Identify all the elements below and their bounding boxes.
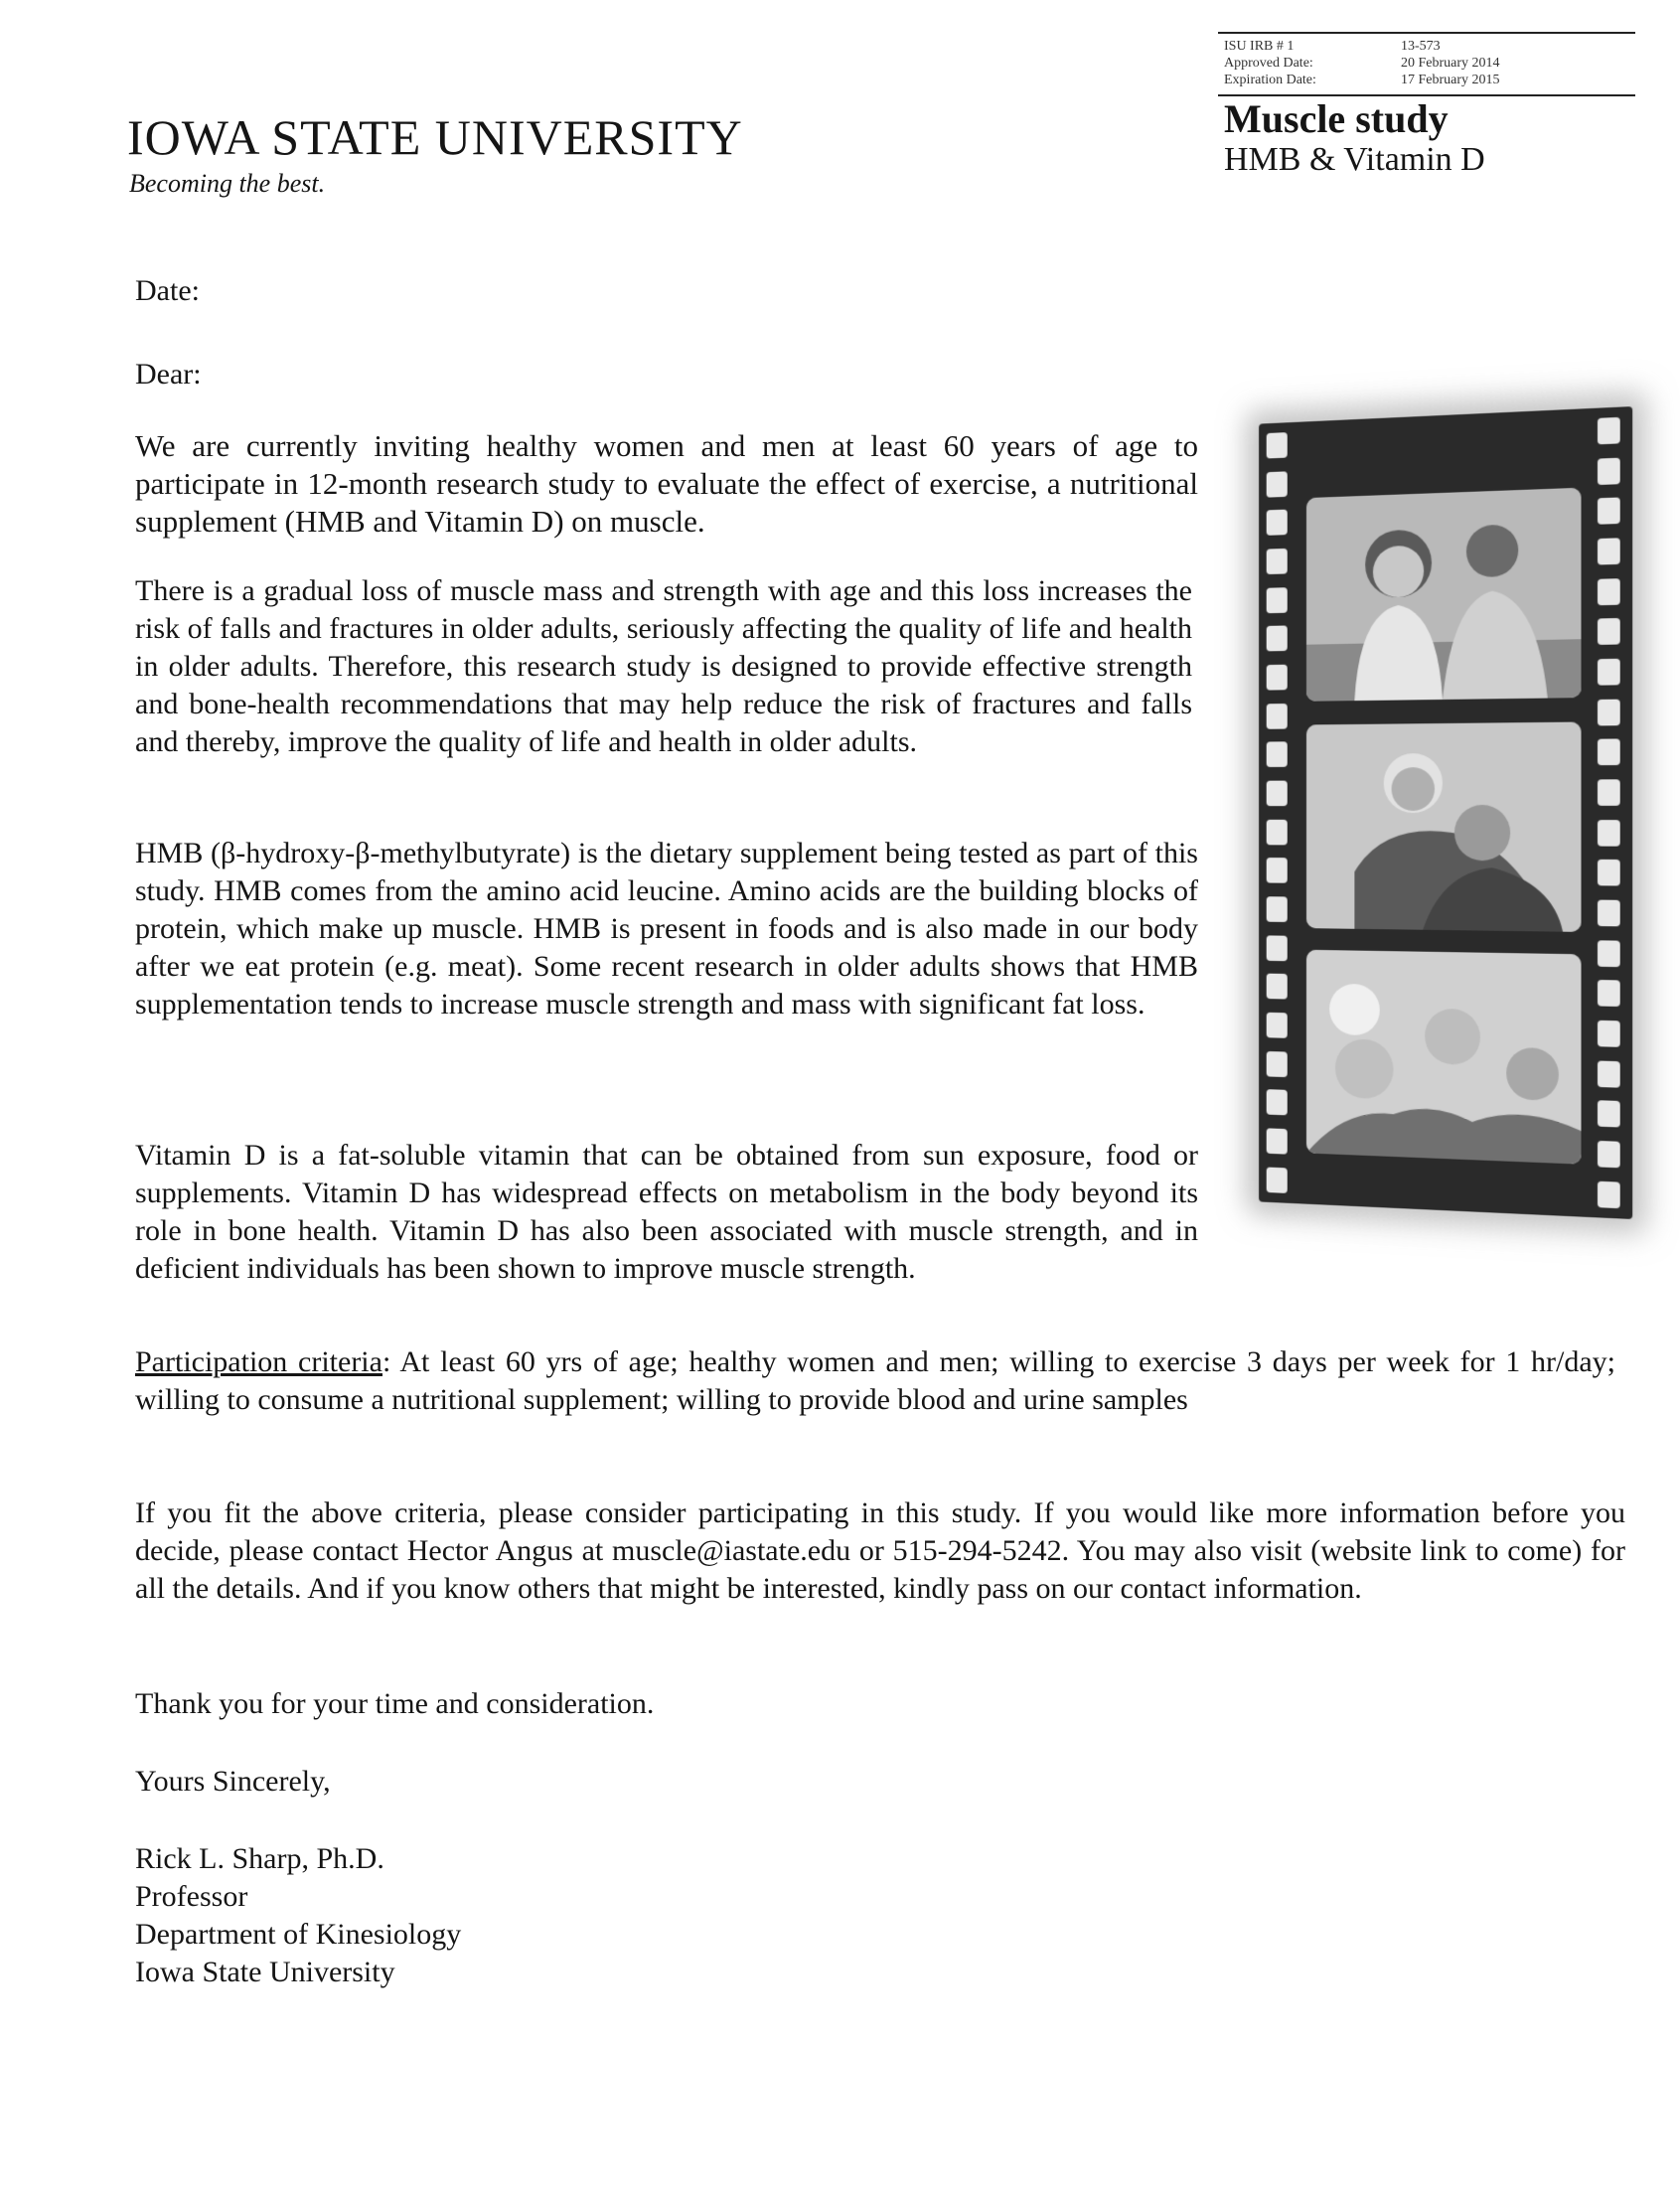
signature-block bbox=[135, 1840, 461, 1991]
closing: Yours Sincerely, bbox=[135, 1765, 331, 1798]
participation-criteria bbox=[135, 1343, 1615, 1419]
film-sprocket-holes-right bbox=[1598, 417, 1624, 1209]
study-subtitle: HMB & Vitamin D bbox=[1224, 141, 1485, 178]
university-tagline: Becoming the best. bbox=[129, 169, 326, 198]
paragraph-contact: If you fit the above criteria, please consider participating in this study. If you would like more information before you decide, please contact Hector Angus at muscle@iastate.edu or 515-294-5242. You may also visit (website link to come) for all the details. And if you know others that might be interested, kindly pass on our contact information. bbox=[135, 1496, 1625, 1605]
irb-approval-stamp bbox=[1218, 32, 1635, 96]
signature-title: Professor bbox=[135, 1880, 248, 1913]
paragraph-muscle-loss: There is a gradual loss of muscle mass and strength with age and this loss increases the risk of falls and fractures in older adults, seriously affecting the quality of life and health in older adults. Therefore, this research study is designed to provide effective strength and bone-health recommendations that may help reduce the risk of fractures and falls and thereby, improve the quality of life and health in older adults. bbox=[135, 574, 1192, 758]
irb-row-approved: Approved Date: 20 February 2014 bbox=[1224, 56, 1500, 71]
irb-row-expiration: Expiration Date: 17 February 2015 bbox=[1224, 73, 1500, 87]
signature-department: Department of Kinesiology bbox=[135, 1918, 462, 1951]
criteria-text: : At least 60 yrs of age; healthy women and men; willing to exercise 3 days per week for 1 hr/day; willing to consume a nutritional supplement; willing to provide blood and urine samples bbox=[135, 1345, 1615, 1416]
study-title-block bbox=[1224, 97, 1485, 179]
criteria-label: Participation criteria bbox=[135, 1345, 382, 1378]
photo-frame-couple bbox=[1306, 488, 1582, 702]
paragraph-hmb: HMB (β-hydroxy-β-methylbutyrate) is the dietary supplement being tested as part of this study. HMB comes from the amino acid leucine. Amino acids are the building blocks of protein, which make up muscle. HMB is present in foods and is also made in our body after we eat protein (e.g. meat). Some recent research in older adults shows that HMB supplementation tends to increase muscle strength and mass with significant fat loss. bbox=[135, 837, 1198, 1021]
date-label: Date: bbox=[135, 274, 200, 307]
irb-row-number: ISU IRB # 1 13-573 bbox=[1224, 39, 1441, 54]
photo-frame-group bbox=[1306, 950, 1582, 1165]
study-title: Muscle study bbox=[1224, 96, 1449, 141]
paragraph-invitation: We are currently inviting healthy women and men at least 60 years of age to participate in 12-month research study to evaluate the effect of exercise, a nutritional supplement (HMB and Vitamin D) on muscle. bbox=[135, 428, 1198, 539]
paragraph-vitamin-d: Vitamin D is a fat-soluble vitamin that can be obtained from sun exposure, food or supplements. Vitamin D has widespread effects on metabolism in the body beyond its role in bone health. Vitamin D has also been associated with muscle strength, and in deficient individuals has been shown to improve muscle strength. bbox=[135, 1139, 1198, 1285]
thanks-line: Thank you for your time and consideration. bbox=[135, 1687, 655, 1720]
photo-frame-couple-piggyback bbox=[1306, 722, 1582, 932]
university-name: IOWA STATE UNIVERSITY bbox=[127, 109, 743, 165]
film-strip-photo bbox=[1259, 406, 1632, 1219]
salutation: Dear: bbox=[135, 358, 202, 391]
signature-institution: Iowa State University bbox=[135, 1956, 395, 1988]
film-sprocket-holes-left bbox=[1267, 432, 1292, 1193]
signature-name: Rick L. Sharp, Ph.D. bbox=[135, 1842, 384, 1875]
